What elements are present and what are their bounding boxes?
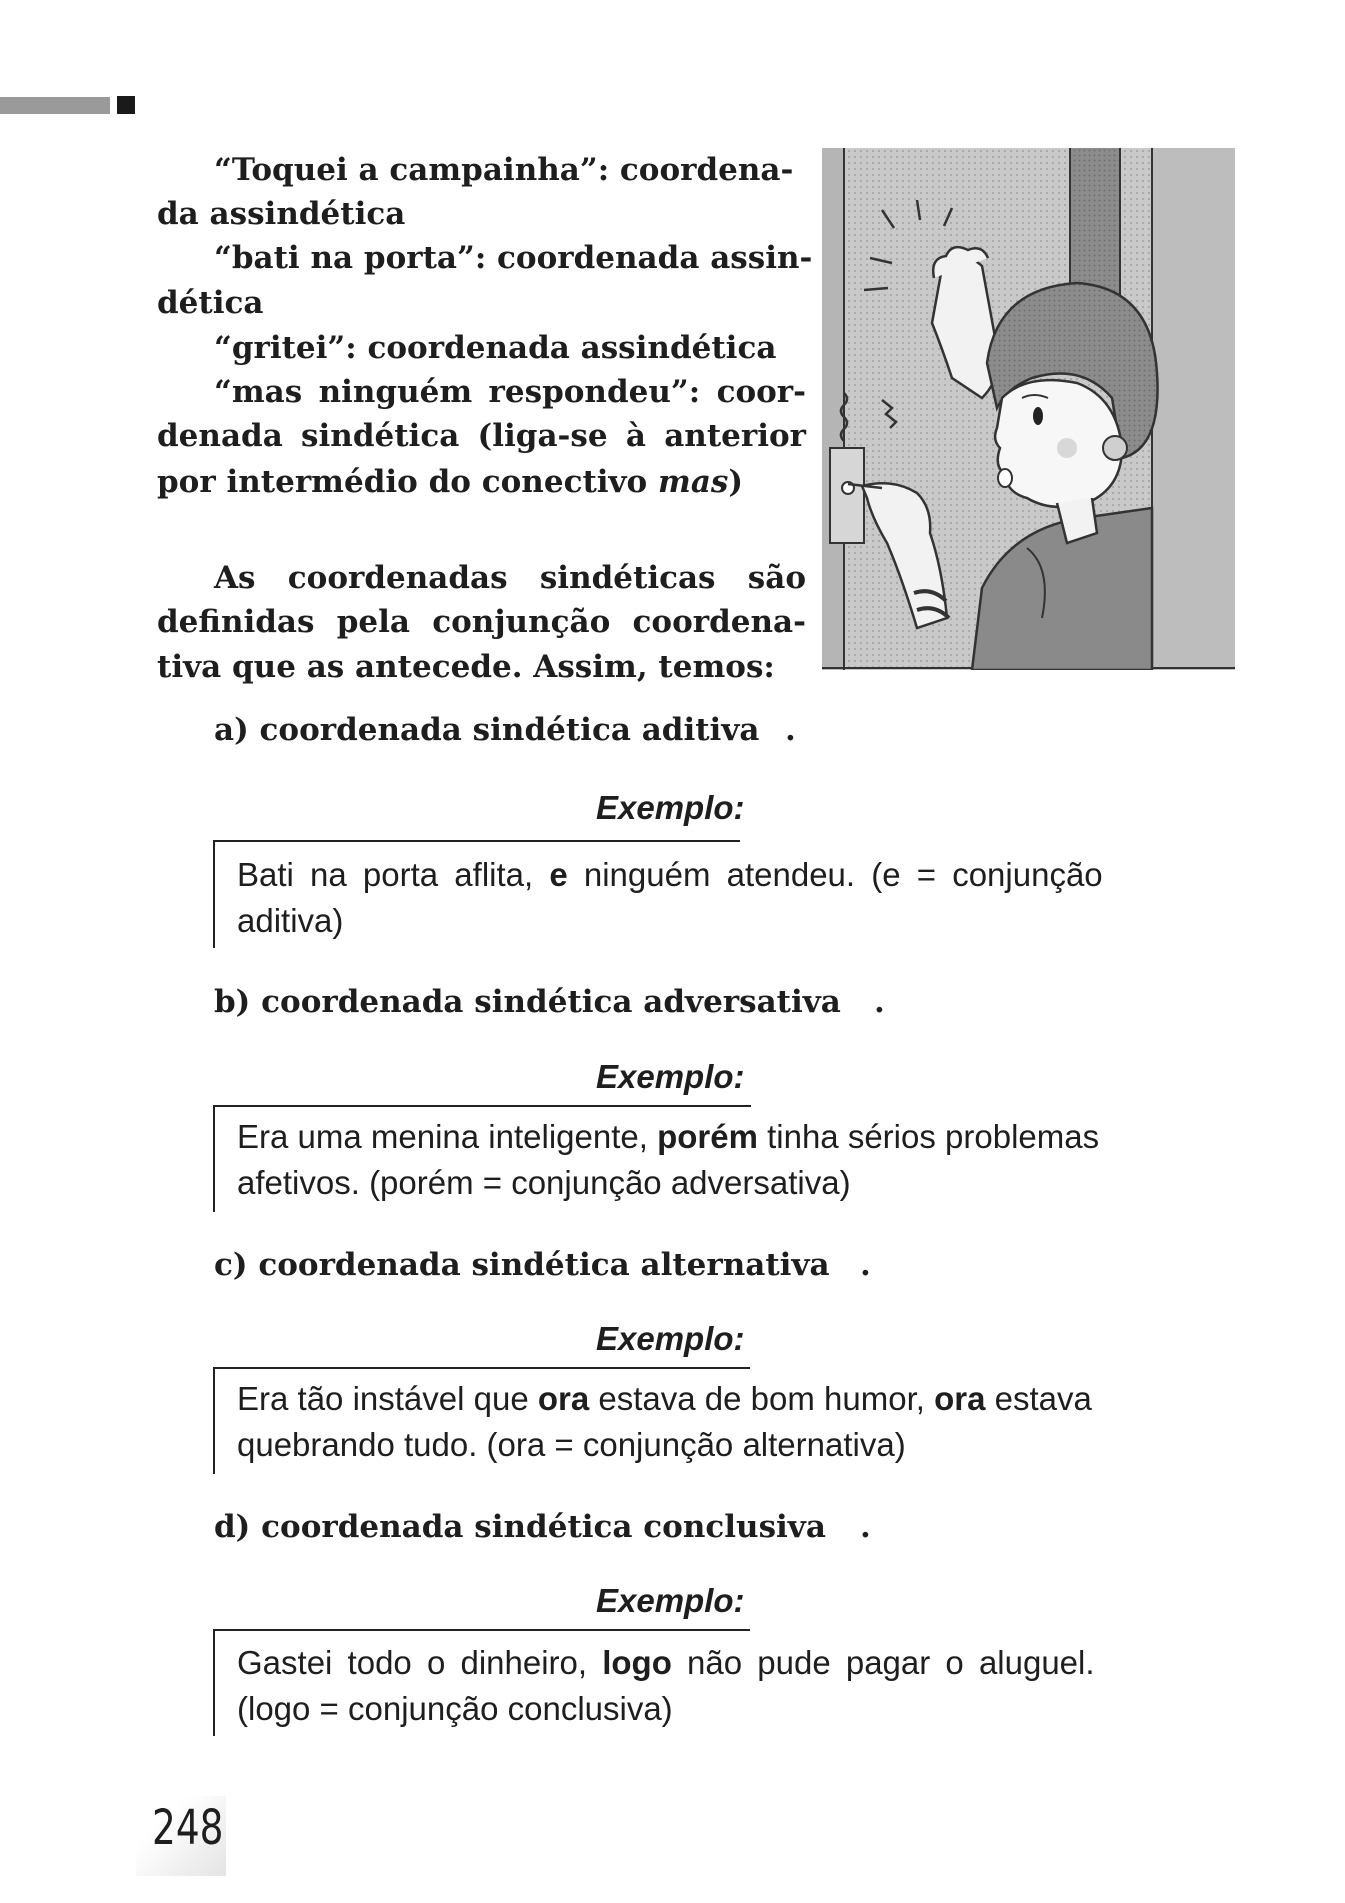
example-d-box-left: [213, 1629, 215, 1736]
intro-line-3: “bati na porta”: coordenada assin-: [214, 240, 813, 276]
example-d-line-2: (logo = conjunção conclusiva): [237, 1690, 673, 1727]
intro-line-4: dética: [157, 285, 264, 321]
intro-line-2: da assindética: [157, 196, 406, 232]
woman-ringing-doorbell-illustration: [822, 148, 1235, 670]
example-a-text-2: ninguém atendeu. (e = conjunção: [567, 856, 1103, 893]
example-d-box-top: [213, 1629, 750, 1631]
item-c-dot: .: [860, 1247, 871, 1283]
example-d-text-1: Gastei todo o dinheiro,: [237, 1644, 603, 1681]
example-a-text-1: Bati na porta aflita,: [237, 856, 550, 893]
item-c-heading: c) coordenada sindética alternativa: [214, 1247, 830, 1283]
example-d-label: Exemplo:: [596, 1582, 745, 1619]
example-a-conjunction: e: [549, 856, 568, 893]
example-d-text-2: não pude pagar o aluguel.: [671, 1644, 1095, 1681]
para-line-3: tiva que as antecede. Assim, temos:: [157, 649, 775, 685]
item-b-dot: .: [874, 984, 885, 1020]
intro-line-8-italic: mas: [658, 464, 729, 500]
example-b-line-1: [237, 1114, 1099, 1160]
example-a-label: Exemplo:: [596, 789, 745, 826]
intro-line-6: “mas ninguém respondeu”: coor-: [214, 374, 806, 410]
item-a-dot: .: [785, 712, 796, 748]
example-b-text-1: Era uma menina inteligente,: [237, 1118, 658, 1155]
example-b-text-2: tinha sérios problemas: [757, 1118, 1100, 1155]
example-c-line-2: quebrando tudo. (ora = conjunção alternativa): [237, 1426, 906, 1463]
example-b-label: Exemplo:: [596, 1058, 745, 1095]
intro-line-5: “gritei”: coordenada assindética: [214, 330, 777, 366]
intro-line-7: denada sindética (liga-se à anterior: [157, 418, 806, 454]
intro-line-8: [157, 460, 743, 504]
example-c-text-3: estava: [985, 1380, 1092, 1417]
page-number: 248: [152, 1800, 224, 1856]
header-black-square: [117, 96, 135, 114]
intro-line-1: “Toquei a campainha”: coordena-: [214, 152, 794, 188]
example-b-conjunction: porém: [657, 1118, 758, 1155]
item-a-heading: a) coordenada sindética aditiva: [214, 712, 760, 748]
example-c-box-left: [213, 1367, 215, 1474]
example-a-line-2: aditiva): [237, 902, 344, 939]
example-b-line-2: afetivos. (porém = conjunção adversativa): [237, 1164, 851, 1201]
intro-line-8-close: ): [728, 464, 744, 500]
example-b-box-top: [213, 1105, 751, 1107]
example-b-box-left: [213, 1105, 215, 1212]
example-c-box-top: [213, 1367, 750, 1369]
para-line-2: definidas pela conjunção coordena-: [157, 604, 806, 640]
example-c-line-1: [237, 1376, 1092, 1422]
example-c-conjunction-2: ora: [934, 1380, 986, 1417]
header-gray-bar: [0, 97, 110, 114]
example-c-text-1: Era tão instável que: [237, 1380, 538, 1417]
example-d-line-1: [237, 1640, 1197, 1686]
example-a-line-1: [237, 852, 1197, 898]
example-a-box-top: [213, 840, 740, 842]
example-c-label: Exemplo:: [596, 1320, 745, 1357]
intro-line-8-text: por intermédio do conectivo: [157, 464, 659, 500]
example-c-conjunction-1: ora: [537, 1380, 590, 1417]
item-d-heading: d) coordenada sindética conclusiva: [214, 1509, 826, 1545]
example-a-box-left: [213, 840, 215, 948]
para-line-1: As coordenadas sindéticas são: [214, 560, 806, 596]
example-d-conjunction: logo: [602, 1644, 672, 1681]
item-b-heading: b) coordenada sindética adversativa: [214, 984, 841, 1020]
item-d-dot: .: [860, 1509, 871, 1545]
example-c-text-2: estava de bom humor,: [589, 1380, 935, 1417]
